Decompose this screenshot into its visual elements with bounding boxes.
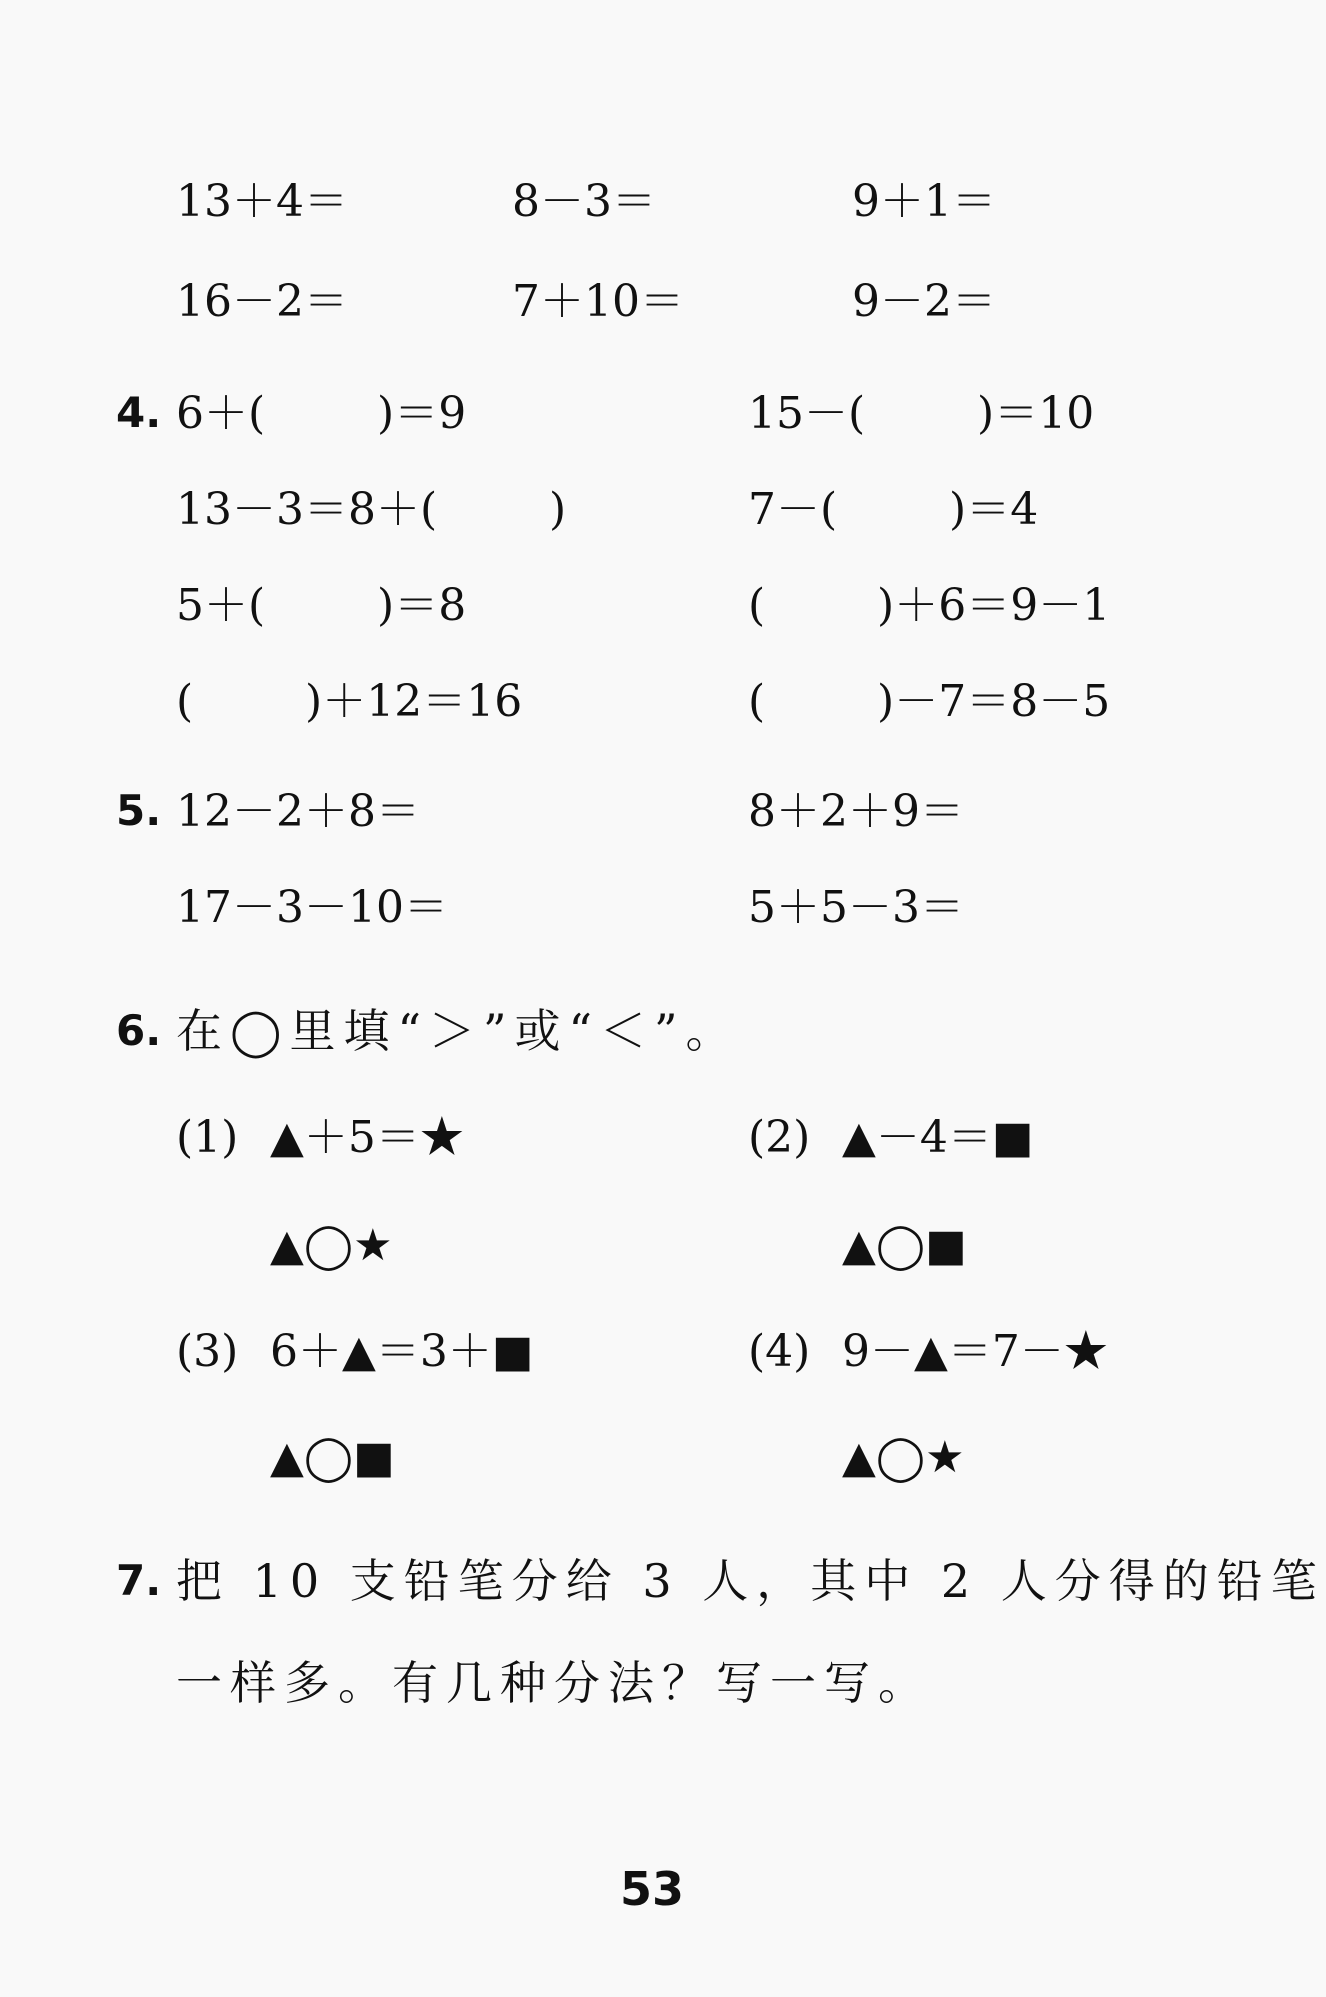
question-text: 一样多。有几种分法？写一写。 — [176, 1656, 932, 1710]
comparison: ▲◯■ — [270, 1432, 395, 1483]
equation: 6＋( )＝9 — [176, 388, 467, 439]
equation: ▲－4＝■ — [842, 1112, 1034, 1163]
question-number: 4. — [116, 388, 162, 437]
page-number: 53 — [620, 1862, 685, 1916]
question-number: 6. — [116, 1006, 162, 1055]
question-prompt: 在◯里填“＞”或“＜”。 — [176, 1004, 740, 1058]
equation: 12－2＋8＝ — [176, 786, 420, 837]
equation: 13－3＝8＋( ) — [176, 484, 567, 535]
equation: 17－3－10＝ — [176, 882, 448, 933]
equation: 9＋1＝ — [852, 176, 996, 227]
equation: 8＋2＋9＝ — [748, 786, 964, 837]
comparison: ▲◯■ — [842, 1220, 967, 1271]
equation: 8－3＝ — [512, 176, 656, 227]
comparison: ▲◯★ — [270, 1220, 393, 1271]
equation: 5＋5－3＝ — [748, 882, 964, 933]
equation: ( )＋12＝16 — [176, 676, 523, 727]
equation: ▲＋5＝★ — [270, 1112, 464, 1163]
equation: 5＋( )＝8 — [176, 580, 467, 631]
question-text: 把 10 支铅笔分给 3 人，其中 2 人分得的铅笔 — [176, 1554, 1325, 1608]
sub-label: (2) — [748, 1112, 811, 1163]
question-number: 5. — [116, 786, 162, 835]
equation: 6＋▲＝3＋■ — [270, 1326, 534, 1377]
equation: 9－2＝ — [852, 276, 996, 327]
equation: 15－( )＝10 — [748, 388, 1095, 439]
sub-label: (1) — [176, 1112, 239, 1163]
sub-label: (3) — [176, 1326, 239, 1377]
question-number: 7. — [116, 1556, 162, 1605]
equation: 9－▲＝7－★ — [842, 1326, 1108, 1377]
comparison: ▲◯★ — [842, 1432, 965, 1483]
equation: ( )＋6＝9－1 — [748, 580, 1111, 631]
equation: 7－( )＝4 — [748, 484, 1039, 535]
equation: 7＋10＝ — [512, 276, 684, 327]
equation: 16－2＝ — [176, 276, 348, 327]
equation: 13＋4＝ — [176, 176, 348, 227]
sub-label: (4) — [748, 1326, 811, 1377]
equation: ( )－7＝8－5 — [748, 676, 1111, 727]
